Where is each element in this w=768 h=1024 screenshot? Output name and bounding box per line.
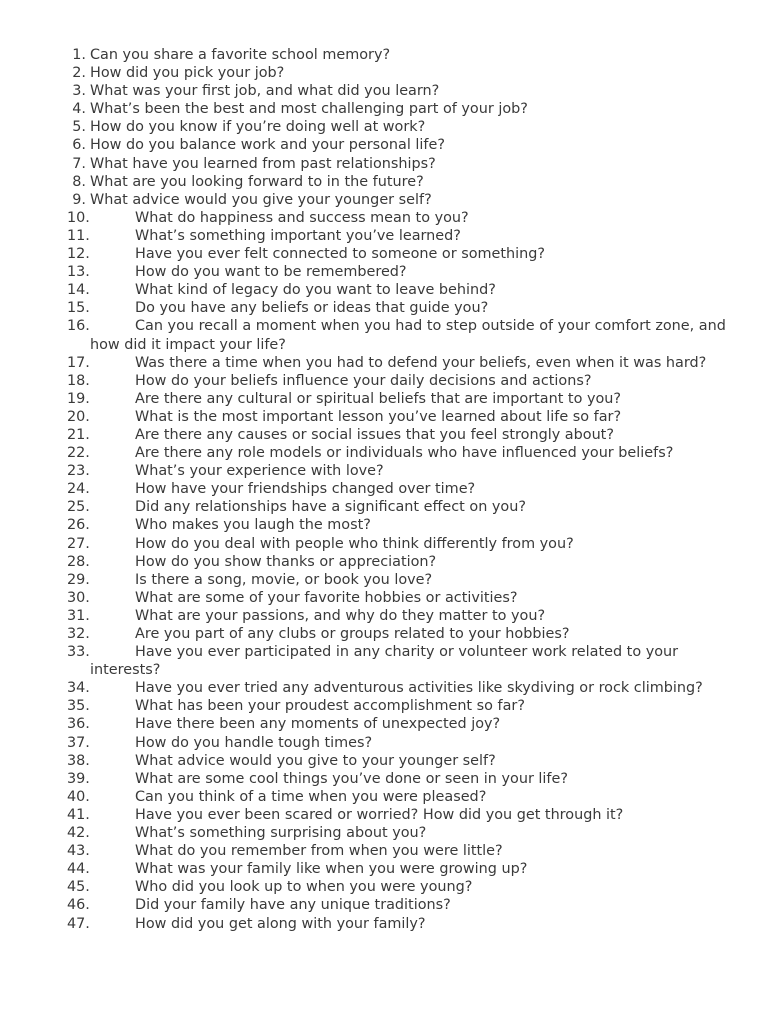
question-number: 12.: [67, 246, 90, 263]
list-item: [0, 408, 768, 426]
question-number: 32.: [67, 626, 90, 642]
question-number: 20.: [67, 408, 90, 425]
question-number: 23.: [67, 463, 90, 480]
question-number: 40.: [67, 788, 90, 805]
question-text: What is the most important lesson you’ve learned about life so far?: [135, 408, 622, 425]
list-item: [0, 697, 768, 715]
question-number: 18.: [67, 372, 90, 389]
question-number: 3.: [72, 83, 86, 100]
question-text: What do happiness and success mean to you?: [135, 209, 469, 226]
question-number: 10.: [67, 209, 90, 226]
question-number: 34.: [67, 680, 90, 697]
list-item: [0, 227, 768, 245]
question-text: Can you recall a moment when you had to step outside of your comfort zone, and how did it impact your life?: [90, 318, 726, 353]
list-item: [0, 317, 768, 353]
list-item: [0, 173, 768, 191]
question-number: 46.: [67, 897, 90, 914]
question-number: 35.: [67, 698, 90, 715]
question-text: How do you deal with people who think differently from you?: [135, 535, 574, 552]
question-number: 21.: [67, 426, 90, 443]
question-text: What have you learned from past relationships?: [90, 155, 436, 172]
question-text: Have you ever participated in any charity or volunteer work related to your interests?: [90, 644, 679, 679]
question-list: [0, 46, 768, 933]
question-text: What are some cool things you’ve done or seen in your life?: [135, 770, 568, 787]
question-number: 4.: [72, 101, 86, 118]
question-number: 22.: [67, 445, 90, 462]
question-text: What advice would you give to your younger self?: [135, 752, 496, 769]
list-item: [0, 118, 768, 136]
question-number: 16.: [67, 318, 90, 335]
question-number: 28.: [67, 553, 90, 570]
list-item: [0, 824, 768, 842]
list-item: [0, 643, 768, 679]
question-text: How do you show thanks or appreciation?: [135, 553, 437, 570]
list-item: [0, 896, 768, 914]
list-item: [0, 100, 768, 118]
question-number: 27.: [67, 535, 90, 552]
question-text: Do you have any beliefs or ideas that guide you?: [135, 300, 489, 317]
list-item: [0, 372, 768, 390]
question-number: 31.: [67, 607, 90, 624]
question-number: 7.: [72, 155, 86, 172]
list-item: [0, 299, 768, 317]
list-item: [0, 354, 768, 372]
list-item: [0, 426, 768, 444]
list-item: [0, 788, 768, 806]
list-item: [0, 589, 768, 607]
question-text: How do you know if you’re doing well at work?: [90, 119, 426, 136]
question-number: 1.: [72, 47, 86, 63]
document-page: [0, 46, 768, 933]
question-text: How do your beliefs influence your daily decisions and actions?: [135, 372, 592, 389]
question-text: What’s been the best and most challenging part of your job?: [90, 101, 528, 118]
list-item: [0, 444, 768, 462]
question-number: 13.: [67, 264, 90, 281]
list-item: [0, 462, 768, 480]
question-text: How do you want to be remembered?: [135, 264, 407, 281]
question-text: Have there been any moments of unexpected joy?: [135, 716, 501, 733]
question-text: What kind of legacy do you want to leave behind?: [135, 282, 496, 299]
list-item: [0, 571, 768, 589]
question-text: What are some of your favorite hobbies or activities?: [135, 589, 518, 606]
question-text: Are there any causes or social issues that you feel strongly about?: [135, 426, 614, 443]
question-text: What was your family like when you were growing up?: [135, 861, 528, 878]
question-text: How did you get along with your family?: [135, 915, 426, 932]
list-item: [0, 553, 768, 571]
question-number: 11.: [67, 227, 90, 244]
question-text: What’s something important you’ve learned?: [135, 227, 461, 244]
question-text: Was there a time when you had to defend your beliefs, even when it was hard?: [135, 354, 707, 371]
list-item: [0, 480, 768, 498]
list-item: [0, 209, 768, 227]
question-number: 41.: [67, 806, 90, 823]
question-text: What are your passions, and why do they matter to you?: [135, 607, 546, 624]
question-text: Have you ever felt connected to someone or something?: [135, 246, 546, 263]
question-text: Can you think of a time when you were pleased?: [135, 788, 487, 805]
question-number: 42.: [67, 825, 90, 842]
question-text: Can you share a favorite school memory?: [90, 47, 391, 63]
list-item: [0, 806, 768, 824]
list-item: [0, 281, 768, 299]
question-text: Are there any cultural or spiritual beliefs that are important to you?: [135, 390, 622, 407]
question-text: What’s your experience with love?: [135, 463, 384, 480]
list-item: [0, 191, 768, 209]
question-number: 25.: [67, 499, 90, 516]
question-number: 19.: [67, 390, 90, 407]
question-text: How did you pick your job?: [90, 65, 285, 82]
question-number: 36.: [67, 716, 90, 733]
question-number: 2.: [72, 65, 86, 82]
list-item: [0, 878, 768, 896]
question-text: Are there any role models or individuals who have influenced your beliefs?: [135, 445, 674, 462]
question-number: 30.: [67, 589, 90, 606]
question-text: How do you handle tough times?: [135, 734, 373, 751]
list-item: [0, 535, 768, 553]
question-number: 17.: [67, 354, 90, 371]
list-item: [0, 64, 768, 82]
question-number: 33.: [67, 644, 90, 661]
list-item: [0, 715, 768, 733]
list-item: [0, 498, 768, 516]
question-text: Did your family have any unique traditions?: [135, 897, 451, 914]
question-number: 6.: [72, 137, 86, 154]
question-number: 29.: [67, 571, 90, 588]
list-item: [0, 82, 768, 100]
question-text: What’s something surprising about you?: [135, 825, 427, 842]
list-item: [0, 263, 768, 281]
list-item: [0, 390, 768, 408]
question-text: What has been your proudest accomplishment so far?: [135, 698, 525, 715]
list-item: [0, 245, 768, 263]
question-text: Who makes you laugh the most?: [135, 517, 371, 534]
list-item: [0, 842, 768, 860]
question-text: What advice would you give your younger self?: [90, 191, 432, 208]
list-item: [0, 770, 768, 788]
question-number: 26.: [67, 517, 90, 534]
list-item: [0, 860, 768, 878]
question-text: What are you looking forward to in the future?: [90, 173, 424, 190]
question-number: 24.: [67, 481, 90, 498]
question-text: Did any relationships have a significant effect on you?: [135, 499, 526, 516]
question-text: What was your first job, and what did you learn?: [90, 83, 440, 100]
question-text: How have your friendships changed over time?: [135, 481, 476, 498]
list-item: [0, 915, 768, 933]
question-number: 15.: [67, 300, 90, 317]
question-text: What do you remember from when you were little?: [135, 843, 503, 860]
question-number: 37.: [67, 734, 90, 751]
question-number: 44.: [67, 861, 90, 878]
list-item: [0, 625, 768, 643]
list-item: [0, 752, 768, 770]
question-number: 14.: [67, 282, 90, 299]
question-number: 5.: [72, 119, 86, 136]
question-number: 39.: [67, 770, 90, 787]
question-number: 38.: [67, 752, 90, 769]
question-text: Have you ever been scared or worried? How did you get through it?: [135, 806, 624, 823]
question-number: 47.: [67, 915, 90, 932]
question-number: 8.: [72, 173, 86, 190]
question-text: Is there a song, movie, or book you love?: [135, 571, 433, 588]
question-text: Are you part of any clubs or groups related to your hobbies?: [135, 626, 570, 642]
list-item: [0, 516, 768, 534]
list-item: [0, 679, 768, 697]
list-item: [0, 734, 768, 752]
question-number: 43.: [67, 843, 90, 860]
question-number: 45.: [67, 879, 90, 896]
question-text: How do you balance work and your personal life?: [90, 137, 445, 154]
question-text: Have you ever tried any adventurous activities like skydiving or rock climbing?: [135, 680, 703, 697]
question-text: Who did you look up to when you were young?: [135, 879, 473, 896]
question-number: 9.: [72, 191, 86, 208]
list-item: [0, 607, 768, 625]
list-item: [0, 136, 768, 154]
list-item: [0, 46, 768, 64]
list-item: [0, 155, 768, 173]
